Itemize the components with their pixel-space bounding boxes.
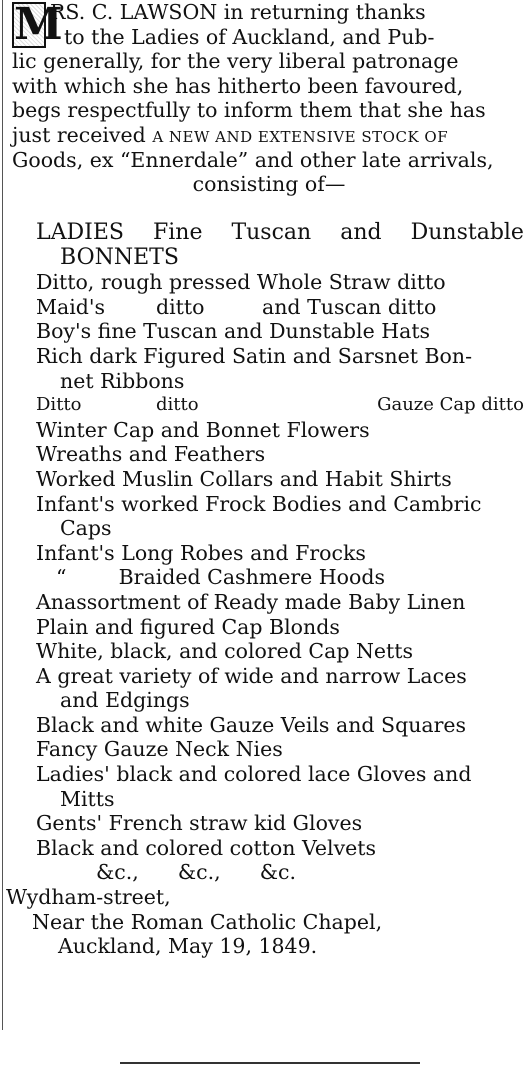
list-item bbox=[0, 221, 530, 246]
item-word: Dunstable bbox=[410, 220, 524, 245]
list-item: Mitts bbox=[60, 786, 115, 811]
list-item: Winter Cap and Bonnet Flowers bbox=[36, 417, 370, 442]
list-item: Black and white Gauze Veils and Squares bbox=[36, 712, 467, 737]
intro-line: to the Ladies of Auckland, and Pub- bbox=[64, 24, 435, 49]
item-list bbox=[0, 221, 530, 959]
intro-line bbox=[12, 123, 526, 148]
item-word: Ditto bbox=[36, 394, 82, 416]
item-word: LADIES bbox=[36, 220, 124, 245]
intro-paragraph bbox=[12, 0, 526, 197]
item-word: ditto bbox=[156, 394, 199, 416]
address-date: Auckland, May 19, 1849. bbox=[58, 934, 318, 959]
item-word: Fine bbox=[152, 220, 203, 245]
list-item: White, black, and colored Cap Netts bbox=[36, 639, 414, 664]
intro-line: lic generally, for the very liberal patronage bbox=[12, 49, 459, 74]
list-item: and Edgings bbox=[60, 688, 190, 713]
list-item: net Ribbons bbox=[60, 368, 185, 393]
intro-line: RS. C. LAWSON in returning thanks bbox=[50, 0, 426, 24]
list-item: A great variety of wide and narrow Laces bbox=[36, 663, 467, 688]
list-item bbox=[0, 295, 530, 320]
address-near: Near the Roman Catholic Chapel, bbox=[32, 909, 383, 934]
list-item: Worked Muslin Collars and Habit Shirts bbox=[36, 466, 452, 491]
intro-line: begs respectfully to inform them that she has bbox=[12, 98, 486, 123]
intro-line: Goods, ex “Ennerdale” and other late arrivals, bbox=[12, 147, 494, 172]
list-item: Infant's worked Frock Bodies and Cambric bbox=[36, 491, 482, 516]
list-item: Boy's fine Tuscan and Dunstable Hats bbox=[36, 319, 431, 344]
item-word: Tuscan bbox=[231, 220, 312, 245]
list-item: Black and colored cotton Velvets bbox=[36, 835, 377, 860]
drop-cap: M bbox=[14, 0, 63, 50]
list-item bbox=[0, 393, 530, 418]
list-item: Plain and figured Cap Blonds bbox=[36, 614, 340, 639]
list-item: Fancy Gauze Neck Nies bbox=[36, 737, 283, 762]
item-word: and Tuscan ditto bbox=[262, 294, 437, 319]
item-word: and bbox=[340, 220, 382, 245]
list-item: Ditto, rough pressed Whole Straw ditto bbox=[36, 270, 446, 295]
address-street: Wydham-street, bbox=[6, 885, 171, 910]
intro-consisting: consisting of— bbox=[192, 172, 346, 197]
item-word: Gauze Cap ditto bbox=[377, 394, 524, 416]
list-item: Caps bbox=[60, 516, 112, 541]
item-word: ditto bbox=[156, 294, 205, 319]
intro-line: with which she has hitherto been favoured, bbox=[12, 73, 464, 98]
bottom-rule bbox=[120, 1062, 420, 1064]
list-item: Anassortment of Ready made Baby Linen bbox=[36, 589, 466, 614]
list-item: Ladies' black and colored lace Gloves and bbox=[36, 762, 472, 787]
list-item: Rich dark Figured Satin and Sarsnet Bon- bbox=[36, 343, 473, 368]
et-cetera: &c., &c., &c. bbox=[96, 860, 296, 885]
list-item: Infant's Long Robes and Frocks bbox=[36, 540, 366, 565]
list-item: Wreaths and Feathers bbox=[36, 442, 266, 467]
item-word: Maid's bbox=[36, 294, 106, 319]
list-item: Gents' French straw kid Gloves bbox=[36, 811, 363, 836]
intro-text: just received bbox=[12, 122, 146, 147]
intro-smallcaps: A NEW AND EXTENSIVE STOCK OF bbox=[152, 127, 449, 146]
list-item: BONNETS bbox=[60, 244, 179, 270]
list-item: “ Braided Cashmere Hoods bbox=[56, 565, 386, 590]
